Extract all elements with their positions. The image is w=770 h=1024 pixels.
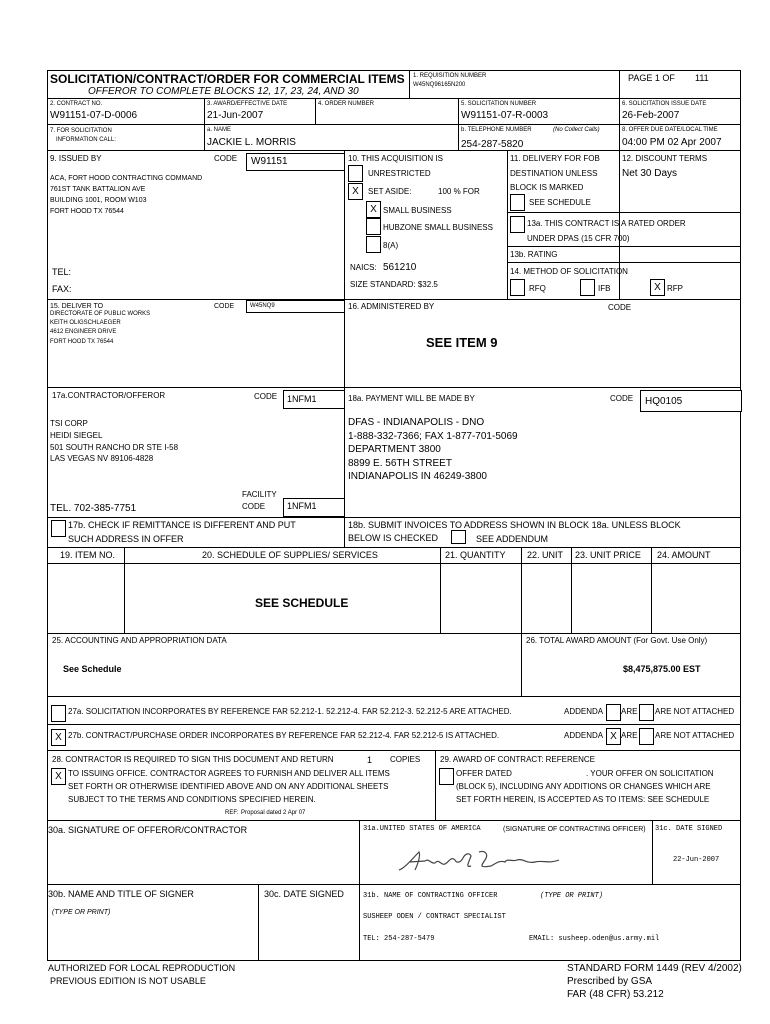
payment-code: HQ0105	[645, 396, 683, 407]
eight-a-checkbox[interactable]	[366, 236, 381, 253]
deliver-to-line-4: FORT HOOD TX 76544	[50, 339, 114, 345]
see-schedule-label: SEE SCHEDULE	[529, 198, 591, 207]
issued-code-label: CODE	[214, 154, 238, 163]
ref-label: REF:	[225, 810, 239, 816]
signer-name-label: 30b. NAME AND TITLE OF SIGNER	[48, 889, 194, 899]
officer-name: SUSHEEP ODEN / CONTRACT SPECIALIST	[363, 913, 506, 921]
issued-line-1: ACA, FORT HOOD CONTRACTING COMMAND	[50, 175, 203, 182]
signer-type-print: (TYPE OR PRINT)	[52, 909, 111, 916]
sign-28-line-1: 28. CONTRACTOR IS REQUIRED TO SIGN THIS DOCUMENT AND RETURN	[52, 755, 334, 764]
payment-line-3: DEPARTMENT 3800	[348, 444, 441, 455]
addendum-checkbox[interactable]	[451, 530, 466, 544]
payment-code-box	[640, 390, 742, 412]
incorp-b-are-checkbox[interactable]: X	[606, 728, 621, 745]
payment-line-5: INDIANAPOLIS IN 46249-3800	[348, 471, 487, 482]
col-item-no: 19. ITEM NO.	[60, 550, 116, 560]
total-award-amount: $8,475,875.00 EST	[623, 664, 701, 674]
unrestricted-label: UNRESTRICTED	[368, 169, 431, 178]
col-unit-price: 23. UNIT PRICE	[575, 550, 641, 560]
award-29-line-3: (BLOCK 5), INCLUDING ANY ADDITIONS OR CHANGES WHICH ARE	[456, 782, 711, 791]
form-title: SOLICITATION/CONTRACT/ORDER FOR COMMERCIAL ITEMS	[50, 72, 405, 86]
incorp-b-checkbox[interactable]: X	[51, 729, 66, 746]
set-aside-label: SET ASIDE:	[368, 187, 412, 196]
officer-telephone: TEL: 254-287-5479	[363, 935, 435, 943]
deliver-to-code-box	[246, 300, 345, 313]
rfp-label: RFP	[667, 284, 683, 293]
incorp-b-addenda: ADDENDA	[564, 731, 604, 740]
deliver-to-code: W45NQ9	[250, 303, 275, 309]
officer-name-label: 31b. NAME OF CONTRACTING OFFICER	[363, 892, 498, 900]
requisition-number: W45NQ96165N200	[413, 82, 466, 88]
see-schedule-checkbox[interactable]	[510, 194, 525, 211]
incorp-b-text: 27b. CONTRACT/PURCHASE ORDER INCORPORATES BY REFERENCE FAR 52.212-4. FAR 52.212-5 IS ATTACHED.	[68, 731, 500, 740]
sign-28-line-4: SUBJECT TO THE TERMS AND CONDITIONS SPECIFIED HEREIN.	[68, 795, 316, 804]
issued-code-box	[246, 153, 345, 171]
info-call-label-2: INFORMATION CALL:	[56, 137, 116, 143]
rfq-checkbox[interactable]	[510, 279, 525, 296]
payment-line-2: 1-888-332-7366; FAX 1-877-701-5069	[348, 431, 518, 442]
ref-value: Proposal dated 2 Apr 07	[241, 810, 306, 816]
set-aside-checkbox[interactable]: X	[348, 183, 363, 200]
administered-by-label: 16. ADMINISTERED BY	[348, 302, 435, 311]
hubzone-label: HUBZONE SMALL BUSINESS	[383, 223, 493, 232]
payment-line-1: DFAS - INDIANAPOLIS - DNO	[348, 417, 485, 428]
officer-email: EMAIL: susheep.oden@us.army.mil	[529, 935, 660, 943]
ifb-label: IFB	[598, 284, 611, 293]
signature-officer-note: (SIGNATURE OF CONTRACTING OFFICER)	[503, 826, 646, 833]
naics-code: 561210	[383, 262, 417, 273]
ifb-checkbox[interactable]	[580, 279, 595, 296]
size-standard: SIZE STANDARD: $32.5	[350, 280, 438, 289]
solicitation-number: W91151-07-R-0003	[461, 110, 549, 121]
issued-by-label: 9. ISSUED BY	[50, 154, 102, 163]
payment-line-4: 8899 E. 56TH STREET	[348, 458, 452, 469]
sign-28-line-3: SET FORTH OR OTHERWISE IDENTIFIED ABOVE AND ON ANY ADDITIONAL SHEETS	[68, 782, 389, 791]
offer-due-label: 8. OFFER DUE DATE/LOCAL TIME	[622, 127, 718, 133]
addendum-label: SEE ADDENDUM	[476, 534, 549, 544]
payment-label: 18a. PAYMENT WILL BE MADE BY	[348, 394, 475, 403]
issued-code: W91151	[251, 156, 288, 167]
telephone-label: b. TELEPHONE NUMBER	[461, 127, 532, 133]
naics-label: NAICS:	[350, 263, 377, 272]
officer-signature	[395, 846, 565, 876]
col-schedule: 20. SCHEDULE OF SUPPLIES/ SERVICES	[202, 550, 378, 560]
signature-usa-label: 31a.UNITED STATES OF AMERICA	[363, 825, 481, 833]
contractor-telephone: TEL. 702-385-7751	[50, 503, 137, 514]
page-label: PAGE 1 OF	[628, 73, 675, 83]
rated-order-label-2: UNDER DPAS (15 CFR 700)	[527, 234, 630, 243]
contractor-line-1: TSI CORP	[50, 419, 88, 428]
date-signed: 22-Jun-2007	[673, 856, 720, 864]
issued-line-3: BUILDING 1001, ROOM W103	[50, 197, 147, 204]
incorp-b-are-not: ARE NOT ATTACHED	[655, 731, 735, 740]
contractor-code-box	[283, 390, 345, 409]
telephone-note: (No Collect Calls)	[553, 127, 600, 133]
method-label: 14. METHOD OF SOLICITATION	[510, 267, 628, 276]
discount-label: 12. DISCOUNT TERMS	[622, 154, 708, 163]
contractor-label: 17a.CONTRACTOR/OFFEROR	[52, 391, 166, 400]
delivery-line-2: DESTINATION UNLESS	[510, 169, 598, 178]
facility-code-label: CODE	[242, 502, 266, 511]
rfq-label: RFQ	[529, 284, 546, 293]
issued-line-2: 761ST TANK BATTALION AVE	[50, 186, 146, 193]
acquisition-label: 10. THIS ACQUISITION IS	[348, 154, 443, 163]
col-amount: 24. AMOUNT	[657, 550, 711, 560]
incorp-a-text: 27a. SOLICITATION INCORPORATES BY REFERENCE FAR 52.212-1. 52.212-4. FAR 52.212-3. 52.212-5 ARE ATTACHED.	[68, 707, 512, 716]
rating-label: 13b. RATING	[510, 250, 558, 259]
contact-name: JACKIE L. MORRIS	[207, 137, 296, 148]
award-29-line-4: SET FORTH HEREIN, IS ACCEPTED AS TO ITEMS: SEE SCHEDULE	[456, 795, 710, 804]
issued-line-4: FORT HOOD TX 76544	[50, 208, 124, 215]
date-signed-label: 31c. DATE SIGNED	[655, 825, 723, 833]
issued-fax-label: FAX:	[52, 284, 72, 294]
see-item-9: SEE ITEM 9	[426, 335, 498, 350]
contractor-code-label: CODE	[254, 392, 278, 401]
rated-order-label: 13a. THIS CONTRACT IS A RATED ORDER	[527, 219, 686, 228]
facility-code: 1NFM1	[287, 501, 317, 511]
signer-date-label: 30c. DATE SIGNED	[264, 889, 344, 899]
issue-date: 26-Feb-2007	[622, 110, 680, 121]
contract-no: W91151-07-D-0006	[50, 110, 138, 121]
remittance-label: 17b. CHECK IF REMITTANCE IS DIFFERENT AND PUT	[68, 520, 296, 530]
administered-code-label: CODE	[608, 303, 632, 312]
deliver-to-code-label: CODE	[214, 303, 235, 310]
contractor-line-3: 501 SOUTH RANCHO DR STE I-58	[50, 443, 179, 452]
award-29-line-1: 29. AWARD OF CONTRACT: REFERENCE	[440, 755, 595, 764]
award-29-checkbox[interactable]	[439, 768, 454, 785]
copies-label: COPIES	[390, 755, 421, 764]
facility-label: FACILITY	[242, 490, 277, 499]
incorp-a-are-checkbox[interactable]	[606, 704, 621, 721]
set-aside-percent: 100 % FOR	[438, 187, 480, 196]
invoice-label-2: BELOW IS CHECKED	[348, 533, 439, 543]
award-29-offer-dated: OFFER DATED	[456, 769, 512, 778]
col-unit: 22. UNIT	[527, 550, 564, 560]
signature-offeror-label: 30a. SIGNATURE OF OFFEROR/CONTRACTOR	[48, 825, 248, 835]
hubzone-checkbox[interactable]	[366, 218, 381, 235]
footer-prescribed: Prescribed by GSA	[567, 976, 653, 987]
award-date: 21-Jun-2007	[207, 110, 264, 121]
eight-a-label: 8(A)	[383, 241, 399, 250]
footer-previous-edition: PREVIOUS EDITION IS NOT USABLE	[50, 976, 206, 986]
incorp-a-checkbox[interactable]	[51, 705, 66, 722]
col-quantity: 21. QUANTITY	[445, 550, 506, 560]
name-label: a. NAME	[207, 127, 232, 133]
requisition-label: 1. REQUISITION NUMBER	[413, 73, 487, 79]
unrestricted-checkbox[interactable]	[348, 165, 363, 182]
small-business-label: SMALL BUSINESS	[383, 206, 452, 215]
contact-telephone: 254-287-5820	[461, 139, 524, 150]
facility-code-box	[283, 498, 345, 517]
issue-date-label: 6. SOLICITATION ISSUE DATE	[622, 101, 707, 107]
incorp-a-are: ARE	[621, 707, 638, 716]
delivery-label: 11. DELIVERY FOR FOB	[510, 154, 600, 163]
officer-type-print: (TYPE OR PRINT)	[540, 892, 604, 900]
footer-standard-form: STANDARD FORM 1449 (REV 4/2002)	[567, 963, 742, 974]
rated-order-checkbox[interactable]	[510, 216, 525, 233]
sign-28-line-2: TO ISSUING OFFICE. CONTRACTOR AGREES TO FURNISH AND DELIVER ALL ITEMS	[68, 769, 390, 778]
sign-28-checkbox[interactable]: X	[51, 768, 66, 785]
page-total: 111	[695, 73, 709, 83]
remittance-checkbox[interactable]	[51, 520, 66, 537]
rfp-checkbox[interactable]: X	[650, 279, 665, 296]
total-award-label: 26. TOTAL AWARD AMOUNT (For Govt. Use Only)	[526, 636, 708, 645]
offer-due: 04:00 PM 02 Apr 2007	[622, 137, 722, 148]
deliver-to-line-2: KEITH OLIGSCHLAEGER	[50, 320, 121, 326]
remittance-label-2: SUCH ADDRESS IN OFFER	[68, 534, 184, 544]
footer-reproduction: AUTHORIZED FOR LOCAL REPRODUCTION	[48, 963, 236, 973]
contractor-line-4: LAS VEGAS NV 89106-4828	[50, 454, 154, 463]
solicitation-number-label: 5. SOLICITATION NUMBER	[461, 101, 537, 107]
form-subtitle: OFFEROR TO COMPLETE BLOCKS 12, 17, 23, 24, AND 30	[88, 86, 359, 97]
incorp-b-are-not-checkbox[interactable]	[639, 728, 654, 745]
accounting-label: 25. ACCOUNTING AND APPROPRIATION DATA	[52, 636, 227, 645]
contractor-code: 1NFM1	[287, 394, 317, 404]
incorp-a-are-not-checkbox[interactable]	[639, 704, 654, 721]
invoice-label: 18b. SUBMIT INVOICES TO ADDRESS SHOWN IN BLOCK 18a. UNLESS BLOCK	[348, 520, 681, 530]
discount-terms: Net 30 Days	[622, 168, 678, 179]
incorp-a-addenda: ADDENDA	[564, 707, 604, 716]
order-number-label: 4. ORDER NUMBER	[318, 101, 375, 107]
deliver-to-label: 15. DELIVER TO	[50, 303, 104, 310]
small-business-checkbox[interactable]: X	[366, 201, 381, 218]
see-schedule-text: SEE SCHEDULE	[255, 596, 349, 610]
incorp-b-are: ARE	[621, 731, 638, 740]
copies-count: 1	[367, 755, 373, 765]
payment-code-label: CODE	[610, 394, 634, 403]
deliver-to-line-1: DIRECTORATE OF PUBLIC WORKS	[50, 311, 151, 317]
delivery-line-3: BLOCK IS MARKED	[510, 183, 584, 192]
deliver-to-line-3: 4612 ENGINEER DRIVE	[50, 329, 117, 335]
issued-tel-label: TEL:	[52, 267, 72, 277]
footer-far: FAR (48 CFR) 53.212	[567, 989, 664, 1000]
contractor-line-2: HEIDI SIEGEL	[50, 431, 103, 440]
award-date-label: 3. AWARD/EFFECTIVE DATE	[207, 101, 288, 107]
award-29-line-2: . YOUR OFFER ON SOLICITATION	[586, 769, 714, 778]
contract-no-label: 2. CONTRACT NO.	[50, 101, 103, 107]
info-call-label: 7. FOR SOLICITATION	[50, 128, 112, 134]
accounting-value: See Schedule	[63, 664, 122, 674]
incorp-a-are-not: ARE NOT ATTACHED	[655, 707, 735, 716]
